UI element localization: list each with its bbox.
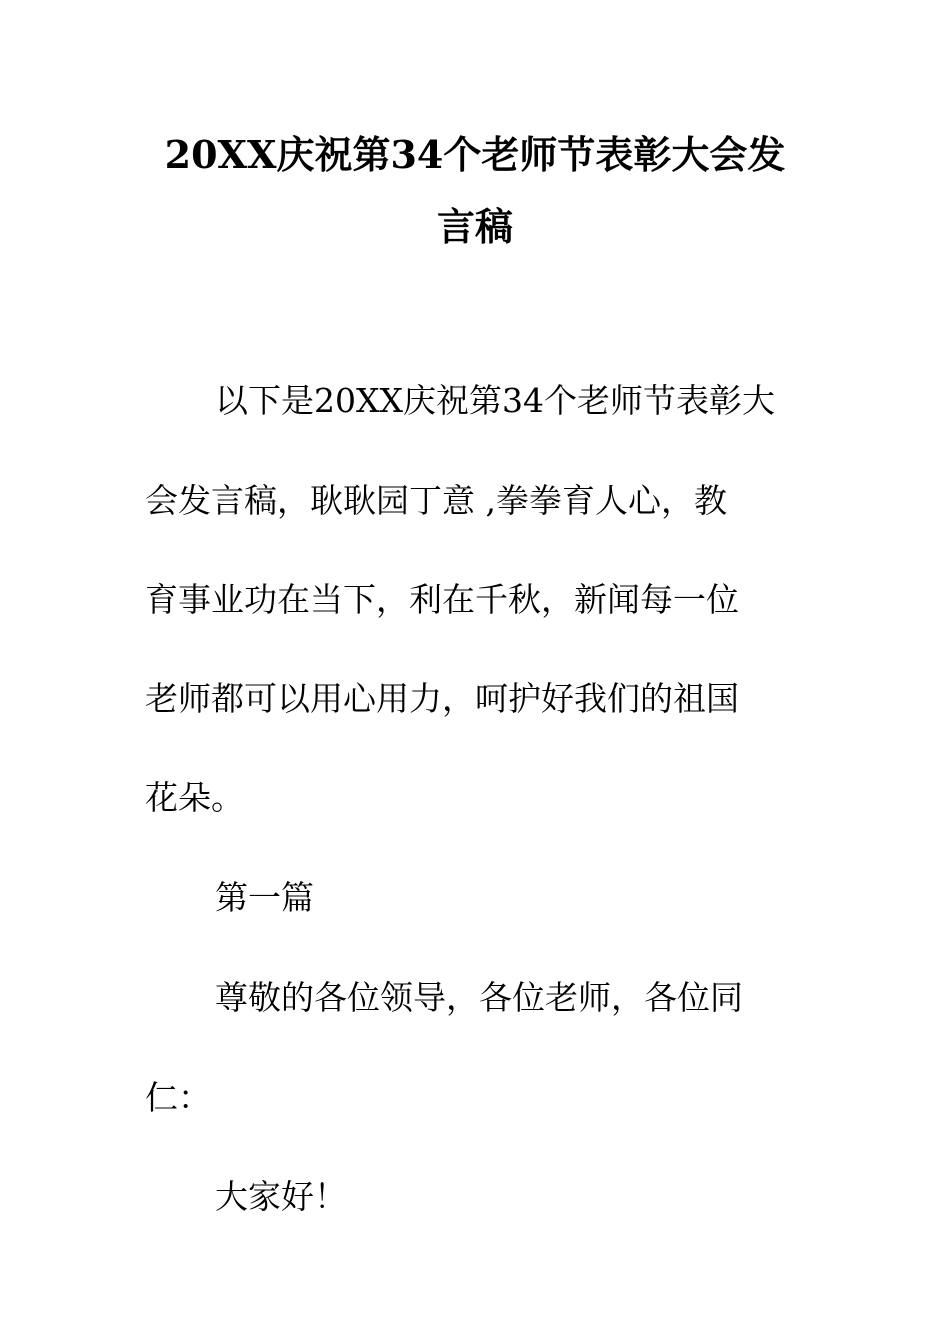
salutation-line: 尊敬的各位领导，各位老师，各位同 bbox=[215, 978, 743, 1017]
intro-paragraph-line: 花朵。 bbox=[145, 778, 244, 817]
intro-paragraph-line: 会发言稿，耿耿园丁意 ,拳拳育人心，教 bbox=[145, 481, 727, 520]
section-heading: 第一篇 bbox=[215, 878, 314, 917]
intro-paragraph-line: 以下是20XX庆祝第34个老师节表彰大 bbox=[215, 381, 775, 420]
greeting-line: 大家好！ bbox=[215, 1177, 347, 1216]
intro-paragraph-line: 老师都可以用心用力，呵护好我们的祖国 bbox=[145, 679, 739, 718]
intro-paragraph-line: 育事业功在当下，利在千秋，新闻每一位 bbox=[145, 580, 739, 619]
document-title-line-2: 言稿 bbox=[436, 204, 513, 249]
salutation-line: 仁： bbox=[145, 1078, 211, 1117]
document-title-line-1: 20XX庆祝第34个老师节表彰大会发 bbox=[164, 132, 786, 177]
